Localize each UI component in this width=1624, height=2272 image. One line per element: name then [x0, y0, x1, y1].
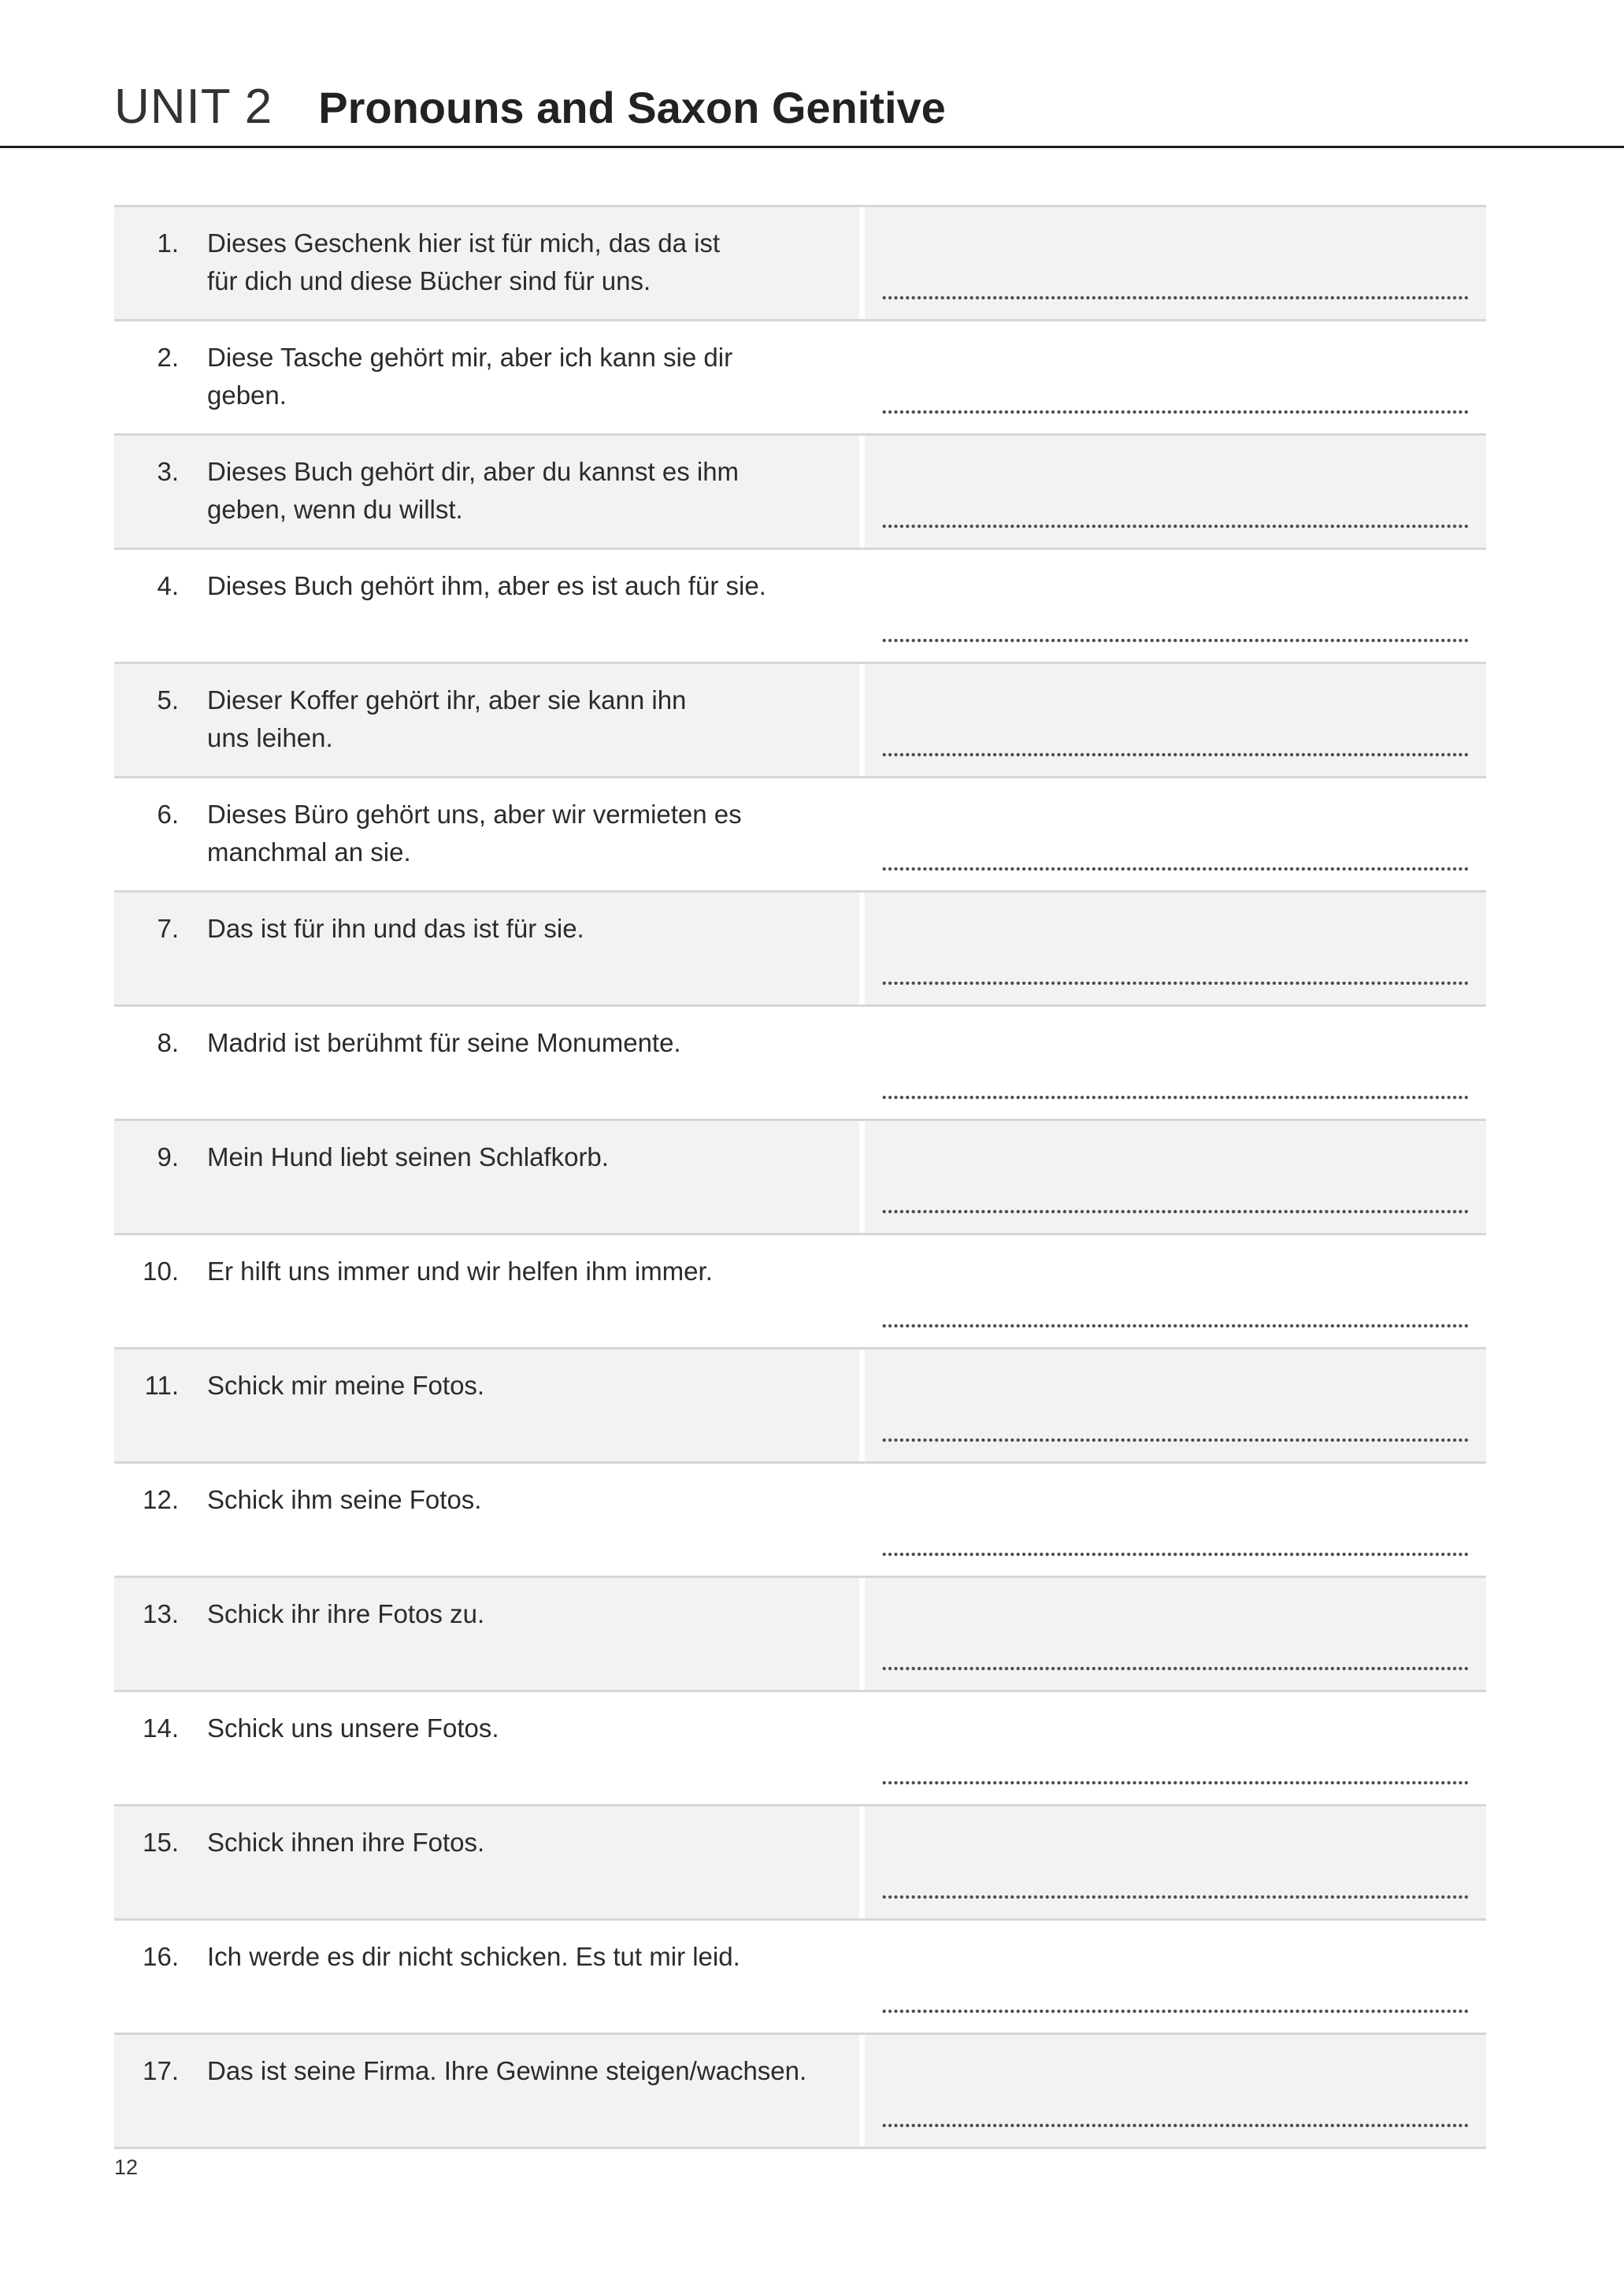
answer-dotted-line[interactable] — [881, 1095, 1470, 1100]
answer-dotted-line[interactable] — [881, 1323, 1470, 1328]
answer-dotted-line[interactable] — [881, 1209, 1470, 1214]
exercise-number: 8. — [157, 1028, 179, 1057]
exercise-number: 2. — [157, 343, 179, 372]
exercise-number: 1. — [157, 228, 179, 258]
exercise-number: 7. — [157, 914, 179, 943]
exercise-row — [114, 1692, 1486, 1806]
exercise-row — [114, 778, 1486, 893]
exercise-number: 15. — [143, 1828, 179, 1857]
exercise-number: 10. — [143, 1257, 179, 1286]
exercise-row — [114, 1806, 1486, 1921]
column-divider — [859, 321, 865, 433]
header-rule — [0, 146, 1624, 148]
exercise-sentence: Dieses Buch gehört ihm, aber es ist auch für sie. — [207, 571, 766, 600]
exercise-row — [114, 1007, 1486, 1121]
answer-dotted-line[interactable] — [881, 638, 1470, 643]
page-header — [114, 79, 946, 150]
exercise-table — [114, 205, 1486, 2149]
answer-dotted-line[interactable] — [881, 1895, 1470, 1899]
column-divider — [859, 664, 865, 776]
answer-dotted-line[interactable] — [881, 1666, 1470, 1671]
column-divider — [859, 778, 865, 890]
exercise-row — [114, 664, 1486, 778]
answer-dotted-line[interactable] — [881, 2009, 1470, 2014]
answer-dotted-line[interactable] — [881, 410, 1470, 414]
column-divider — [859, 1921, 865, 2033]
exercise-sentence: Madrid ist berühmt für seine Monumente. — [207, 1028, 681, 1057]
exercise-row — [114, 436, 1486, 550]
exercise-row — [114, 207, 1486, 321]
exercise-row — [114, 1349, 1486, 1464]
answer-dotted-line[interactable] — [881, 1780, 1470, 1785]
exercise-number: 14. — [143, 1713, 179, 1743]
exercise-number: 13. — [143, 1599, 179, 1628]
answer-dotted-line[interactable] — [881, 295, 1470, 300]
column-divider — [859, 1349, 865, 1461]
exercise-number: 11. — [144, 1371, 179, 1400]
exercise-sentence: Schick ihnen ihre Fotos. — [207, 1828, 485, 1857]
exercise-sentence: Mein Hund liebt seinen Schlafkorb. — [207, 1142, 609, 1171]
column-divider — [859, 1578, 865, 1690]
answer-dotted-line[interactable] — [881, 2123, 1470, 2128]
exercise-row — [114, 1121, 1486, 1235]
exercise-row — [114, 893, 1486, 1007]
column-divider — [859, 550, 865, 662]
exercise-number: 6. — [157, 800, 179, 829]
exercise-number: 16. — [143, 1942, 179, 1971]
exercise-sentence: Diese Tasche gehört mir, aber ich kann sie dir geben. — [207, 343, 733, 410]
exercise-number: 5. — [157, 685, 179, 715]
column-divider — [859, 1235, 865, 1347]
column-divider — [859, 1692, 865, 1804]
unit-label: UNIT 2 — [114, 80, 273, 134]
exercise-sentence: Ich werde es dir nicht schicken. Es tut mir leid. — [207, 1942, 740, 1971]
exercise-sentence: Das ist seine Firma. Ihre Gewinne steigen/wachsen. — [207, 2056, 807, 2085]
exercise-sentence: Schick uns unsere Fotos. — [207, 1713, 499, 1743]
exercise-row — [114, 321, 1486, 436]
exercise-sentence: Er hilft uns immer und wir helfen ihm immer. — [207, 1257, 713, 1286]
exercise-number: 3. — [157, 457, 179, 486]
answer-dotted-line[interactable] — [881, 1552, 1470, 1557]
column-divider — [859, 1007, 865, 1119]
exercise-sentence: Dieses Büro gehört uns, aber wir vermieten es manchmal an sie. — [207, 800, 742, 867]
exercise-row — [114, 1235, 1486, 1349]
exercise-row — [114, 1921, 1486, 2035]
answer-dotted-line[interactable] — [881, 1438, 1470, 1442]
column-divider — [859, 893, 865, 1004]
exercise-row — [114, 1464, 1486, 1578]
exercise-number: 17. — [143, 2056, 179, 2085]
page-number: 12 — [114, 2155, 139, 2179]
column-divider — [859, 1806, 865, 1918]
exercise-sentence: Dieser Koffer gehört ihr, aber sie kann ihn uns leihen. — [207, 685, 687, 752]
unit-title: Pronouns and Saxon Genitive — [318, 83, 946, 132]
column-divider — [859, 2035, 865, 2147]
exercise-row — [114, 550, 1486, 664]
exercise-sentence: Dieses Geschenk hier ist für mich, das da ist für dich und diese Bücher sind für uns. — [207, 228, 721, 295]
exercise-sentence: Schick ihm seine Fotos. — [207, 1485, 482, 1514]
exercise-sentence: Dieses Buch gehört dir, aber du kannst es ihm geben, wenn du willst. — [207, 457, 740, 524]
exercise-sentence: Schick ihr ihre Fotos zu. — [207, 1599, 485, 1628]
exercise-row — [114, 2035, 1486, 2149]
column-divider — [859, 1464, 865, 1576]
column-divider — [859, 436, 865, 548]
column-divider — [859, 1121, 865, 1233]
exercise-sentence: Schick mir meine Fotos. — [207, 1371, 485, 1400]
exercise-number: 9. — [157, 1142, 179, 1171]
exercise-sentence: Das ist für ihn und das ist für sie. — [207, 914, 584, 943]
exercise-row — [114, 1578, 1486, 1692]
exercise-number: 4. — [157, 571, 179, 600]
exercise-number: 12. — [143, 1485, 179, 1514]
column-divider — [859, 207, 865, 319]
answer-dotted-line[interactable] — [881, 524, 1470, 529]
answer-dotted-line[interactable] — [881, 981, 1470, 986]
answer-dotted-line[interactable] — [881, 867, 1470, 871]
answer-dotted-line[interactable] — [881, 752, 1470, 757]
